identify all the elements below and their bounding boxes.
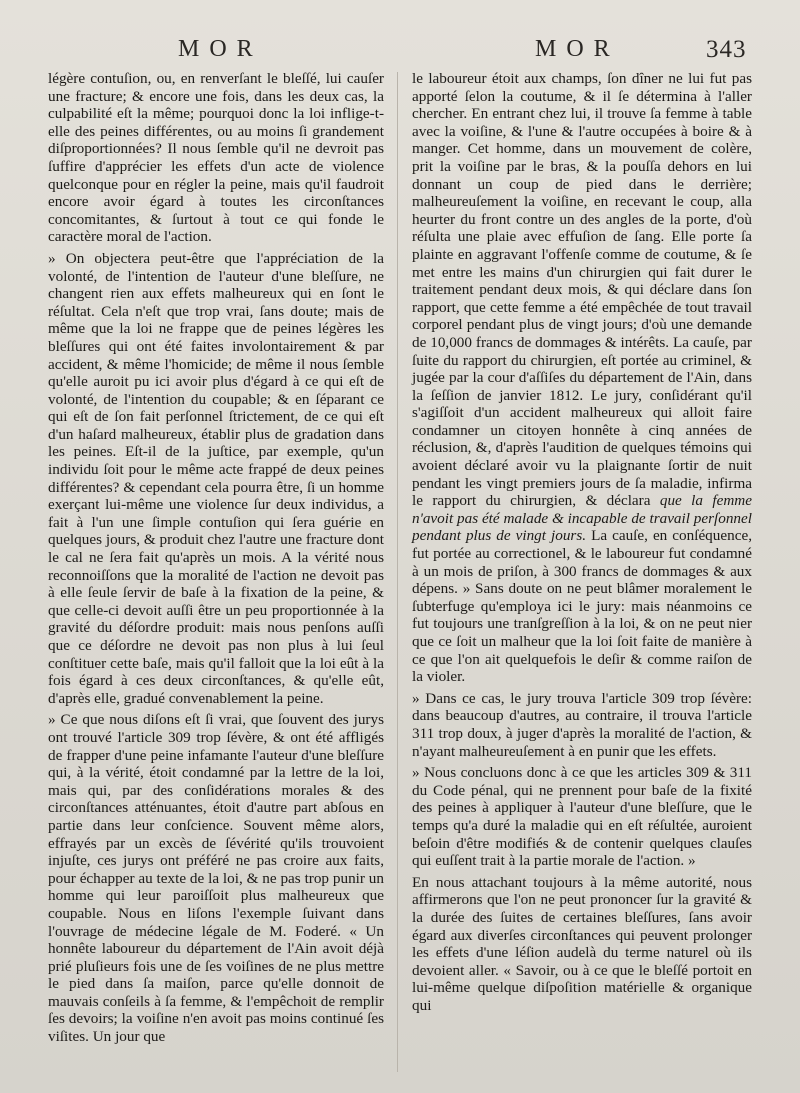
right-column (412, 70, 752, 1014)
column-divider (397, 72, 398, 1072)
right-paragraph-1-text-a: le laboureur étoit aux champs, ſon dîner ne lui fut pas apporté ſelon la coutume, & il ſe détermina à l'aller chercher. En entrant chez lui, il trouve ſa femme à table avec la voiſine, & l'une & l'autre occupées à boire & à manger. Cet homme, dans un mouvement de colère, prit la voiſine par le bras, & la pouſſa dehors en lui donnant un coup de pied dans le derrière; malheureuſement la voiſine, en recevant le coup, alla heurter du front contre un des angles de la porte, d'où réſulta une plaie avec effuſion de ſang. Elle porte ſa plainte en aggravant l'offenſe comme de coutume, & ſe met entre les mains d'un chirurgien qui fait durer le traitement pendant deux mois, & qui déclare dans ſon rapport, que cette femme a été empêchée de tout travail corporel pendant plus de vingt jours; d'où une demande de 10,000 francs de dommages & intérêts. La cauſe, par ſuite du rapport du chirurgien, eſt portée au criminel, & jugée par la cour d'aſſiſes du département de l'Ain, dans la ſeſſion de janvier 1812. Le jury, conſidérant qu'il s'agiſſoit d'un accident malheureux qui alloit faire condamner un citoyen honnête à cinq années de réclusion, &, d'après l'audition de quelques témoins qui avoient déclaré avoir vu la plaignante ſortir de nuit pendant les vingt premiers jours de ſa maladie, infirma le rapport du chirurgien, & déclara (412, 70, 752, 510)
right-paragraph-1 (412, 70, 752, 686)
left-column (48, 70, 384, 1046)
running-header (0, 36, 800, 68)
page-number: 343 (706, 36, 747, 63)
left-paragraph-2: » On objectera peut-être que l'appréciation de la volonté, de l'intention de l'auteur d'une bleſſure, ne changent rien aux effets malheureux qui en ſont le réſultat. Cela n'eſt que trop vrai, ſans doute; mais de même que la loi ne frappe que de peines légères les bleſſures qui ont été faites involontairement & par accident, & même l'homicide; de même il nous ſemble qu'elle auroit pu ici avoir plus d'égard à ce qui eſt de volonté, de l'intention du coupable; & en ſéparant ce qui eſt de ſon fait perſonnel ſtrictement, de ce qui eſt d'un haſard malheureux, établir plus de gradation dans les peines. Eſt-il de la juſtice, par exemple, qu'un individu ſoit pour le même acte frappé de deux peines différentes? & cependant cela pourra être, ſi un homme exerçant lui-même une violence ſur deux individus, a fait à l'un une ſimple contuſion qui ſera guérie en quelques jours, & produit chez l'autre une fracture dont le cal ne ſera fait qu'après un mois. A la vérité nous reconnoiſſons que la moralité de l'action ne devoit pas à elle ſeule ſervir de baſe à la fixation de la peine, & que celle-ci devoit auſſi être un peu proportionnée à la gravité du déſordre produit: mais nous penſons auſſi que ce déſordre ne devoit pas non plus à lui ſeul conſtituer cette baſe, mais qu'il falloit que la loi eût à la fois égard à ces deux circonſtances, & qu'elle eût, d'après elle, gradué convenablement la peine. (48, 249, 384, 707)
right-paragraph-3: » Nous concluons donc à ce que les articles 309 & 311 du Code pénal, qui ne prennent pour baſe de la fixité des peines à appliquer à l'auteur d'une bleſſure, que le temps qu'a duré la maladie qui en eſt réſultée, auroient beſoin d'être modifiés & de contenir quelques clauſes qui euſſent trait à la partie morale de l'action. » (412, 764, 752, 870)
right-paragraph-1-text-b: La cauſe, en conſéquence, fut portée au correctionel, & le laboureur fut condamné à un mois de priſon, à 300 francs de dommages & aux dépens. » Sans doute on ne peut blâmer moralement le ſubterfuge qu'employa ici le jury: mais néanmoins ce fut toujours une tranſgreſſion à la loi, & on ne peut nier que ce ſoit un malheur que la loi ſoit faite de manière à ce que l'on ait quelquefois le deſir & comme raiſon de la violer. (412, 527, 752, 686)
left-paragraph-1: légère contuſion, ou, en renverſant le bleſſé, lui cauſer une fracture; & encore une fois, dans les deux cas, la culpabilité eſt la même; pourquoi donc la loi inflige-t-elle des peines différentes, ou au moins ſi grandement diſproportionnées? Il nous ſemble qu'il ne devroit pas ſuffire d'apprécier les effets d'un acte de violence quelconque pour en régler la peine, mais qu'il faudroit encore avoir égard à toutes les circonſtances concomitantes, & ſurtout à tout ce qui fonde le caractère moral de l'action. (48, 70, 384, 246)
right-paragraph-4: En nous attachant toujours à la même autorité, nous affirmerons que l'on ne peut prononcer ſur la gravité & la durée des ſuites de certaines bleſſures, ſans avoir égard aux diverſes circonſtances qui peuvent prolonger les effets d'une léſion audelà du terme naturel où ils devoient aller. « Savoir, ou à ce que le bleſſé portoit en lui-même quelque diſpoſition matérielle & organique qui (412, 873, 752, 1014)
header-title-right: MOR (535, 36, 620, 62)
right-paragraph-2: » Dans ce cas, le jury trouva l'article 309 trop ſévère: dans beaucoup d'autres, au contraire, il trouva l'article 311 trop doux, à juger d'après la moralité de l'action, & n'ayant malheureuſement à en punir que les effets. (412, 689, 752, 760)
left-paragraph-3: » Ce que nous diſons eſt ſi vrai, que ſouvent des jurys ont trouvé l'article 309 trop ſévère, & ont été affligés de frapper d'une peine infamante l'auteur d'une bleſſure qui, à la vérité, étoit condamné par la lettre de la loi, mais qui, par des conſidérations morales & des circonſtances atténuantes, étoit d'autre part abſous en partie dans leur conſcience. Souvent même alors, effrayés par un excès de ſévérité qu'ils trouvoient injuſte, ces jurys ont préféré ne pas croire aux faits, pour échapper au texte de la loi, & ne pas trop punir un homme qui leur paroiſſoit plus malheureux que coupable. Nous en liſons l'exemple ſuivant dans l'ouvrage de médecine légale de M. Foderé. « Un honnête laboureur du département de l'Ain avoit déjà prié pluſieurs fois une de ſes voiſines de ne plus mettre le pied dans ſa maiſon, parce qu'elle donnoit de mauvais conſeils à ſa femme, & l'empêchoit de remplir ſes devoirs; la voiſine n'en avoit pas moins continué ſes viſites. Un jour que (48, 711, 384, 1046)
right-paragraph-1-italic: que la femme n'avoit pas été malade & incapable de travail perſonnel pendant plus de vingt jours. (412, 492, 752, 545)
header-title-left: MOR (178, 36, 263, 62)
